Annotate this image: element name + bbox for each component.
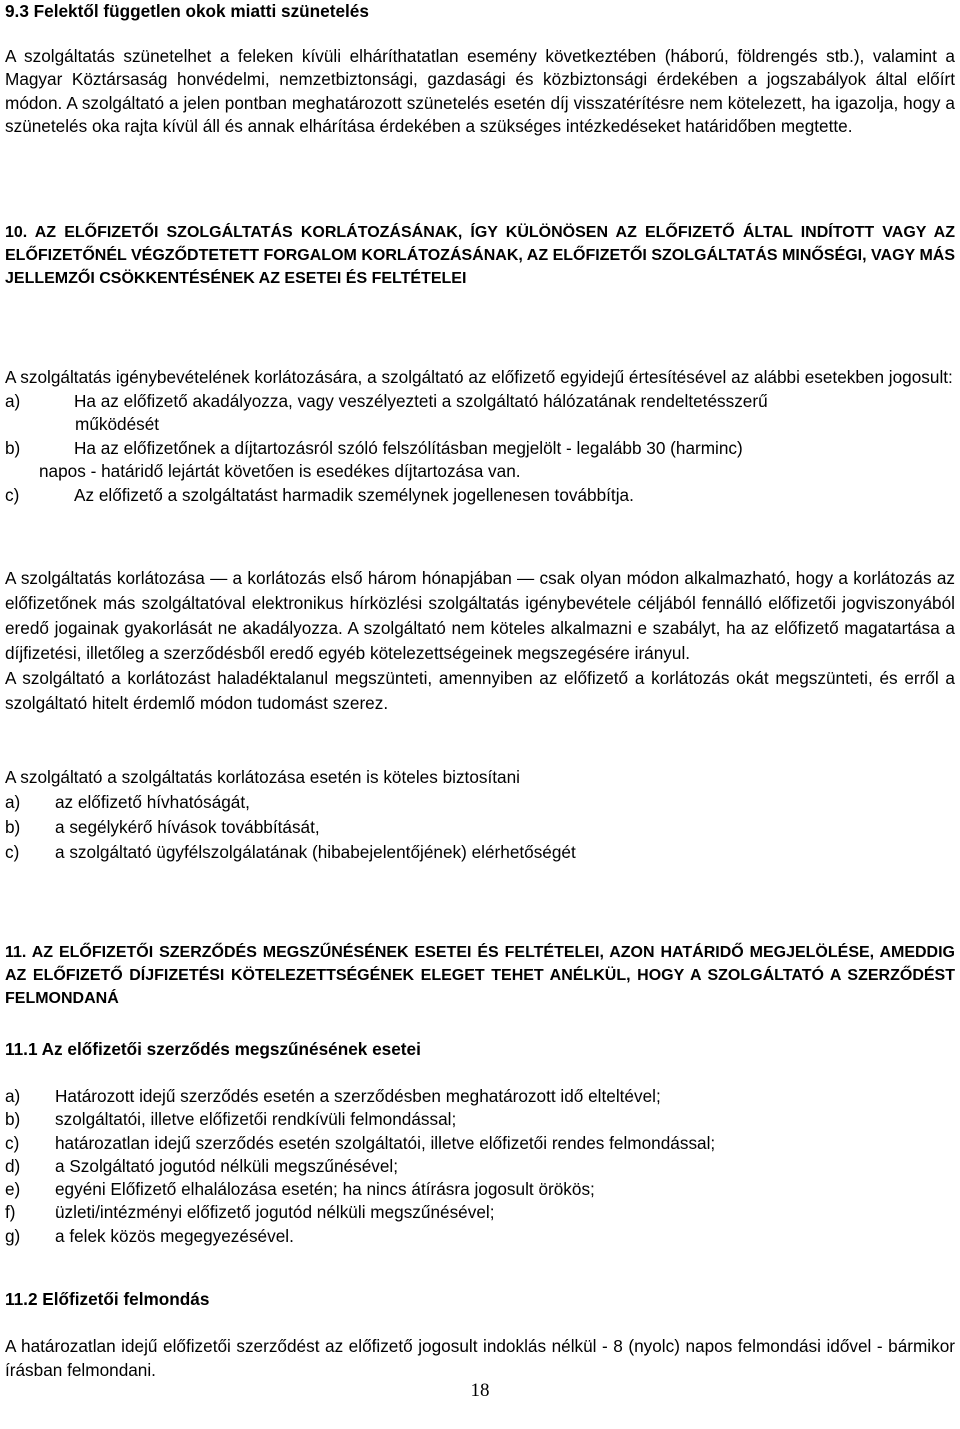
list-item [5,790,955,815]
page-number: 18 [470,1380,490,1401]
paragraph: A szolgáltatás korlátozása — a korlátozás első három hónapjában — csak olyan módon alkalmazható, hogy a korlátozás az előfizetőnek más szolgáltatóval elektronikus hírközlési szolgáltatás igénybevétele céljából fennálló előfizetői jogviszonyából eredő jogainak gyakorlását ne akadályozza. A szolgáltató nem köteles alkalmazni e szabályt, ha az előfizető magatartása a díjfizetési, illetőleg a szerződésből eredő egyéb kötelezettségeinek megszegésére irányul. [5,568,955,663]
list-text: a felek közös megegyezésével. [55,1225,294,1246]
section-heading: 10. AZ ELŐFIZETŐI SZOLGÁLTATÁS KORLÁTOZÁSÁNAK, ÍGY KÜLÖNÖSEN AZ ELŐFIZETŐ ÁLTAL INDÍTOTT VAGY AZ ELŐFIZETŐNÉL VÉGZŐDTETETT FORGALOM KORLÁTOZÁSÁNAK, AZ ELŐFIZETŐI SZOLGÁLTATÁS MINŐSÉGI, VAGY MÁS JELLEMZŐI CSÖKKENTÉSÉNEK AZ ESETEI ÉS FELTÉTELEI [5,224,955,287]
list-item [5,390,955,414]
section-9-3 [5,0,955,139]
list-text: Ha az előfizetőnek a díjtartozásról szóló felszólításban megjelölt - legalább 30 (harminc) [74,437,743,458]
list-label: c) [5,484,20,505]
list-label: b) [5,817,21,837]
list-item [5,1132,955,1155]
list-text: üzleti/intézményi előfizető jogutód nélküli megszűnésével; [55,1202,495,1223]
list-item [5,437,955,461]
list-item [5,484,955,508]
section-10-body [5,366,955,507]
list-continuation: napos - határidő lejártát követően is esedékes díjtartozása van. [39,461,521,481]
list-item [5,1225,955,1248]
list-label: a) [5,390,21,411]
list-text: az előfizető hívhatóságát, [55,792,250,812]
list-label: a) [5,1086,21,1106]
list-label: e) [5,1179,21,1200]
list-text: a szolgáltató ügyfélszolgálatának (hibabejelentőjének) elérhetőségét [55,842,576,862]
list-item [5,1085,955,1108]
paragraph: A szolgáltatás szünetelhet a feleken kívüli elháríthatatlan esemény következtében (háború, földrengés stb.), valamint a Magyar Köztársaság honvédelmi, nemzetbiztonsági, gazdasági és közbiztonsági érdekében a jogszabályok által előírt módon. A szolgáltató a jelen pontban meghatározott szünetelés esetén díj visszatérítésre nem kötelezett, ha igazolja, hogy a szünetelés oka rajta kívül áll és annak elhárítása érdekében a szükséges intézkedéseket határidőben megtette. [5,45,955,136]
list-item [5,815,955,840]
paragraph: A határozatlan idejű előfizetői szerződést az előfizető jogosult indoklás nélkül - 8 (nyolc) napos felmondási idővel - bármikor írásban felmondani. [5,1336,955,1380]
list-text: szolgáltatói, illetve előfizetői rendkívüli felmondással; [55,1109,457,1130]
list-item [5,840,955,865]
section-10-guarantees [5,765,955,865]
section-heading: 11. AZ ELŐFIZETŐI SZERZŐDÉS MEGSZŰNÉSÉNEK ESETEI ÉS FELTÉTELEI, AZON HATÁRIDŐ MEGJELÖLÉSE, AMEDDIG AZ ELŐFIZETŐ DÍJFIZETÉSI KÖTELEZETTSÉGÉNEK ELEGET TEHET ANÉLKÜL, HOGY A SZOLGÁLTATÓ A SZERZŐDÉST FELMONDANÁ [5,944,955,1007]
paragraph: A szolgáltató a korlátozást haladéktalanul megszünteti, amennyiben az előfizető a korlátozás okát megszünteti, és erről a szolgáltató hitelt érdemlő módon tudomást szerez. [5,668,955,713]
section-10-paragraphs [5,566,955,716]
list-item [5,1108,955,1131]
list-label: c) [5,1132,20,1153]
list-item [5,1201,955,1224]
list-item [5,1178,955,1201]
list-label: a) [5,792,21,812]
list-label: b) [5,437,21,458]
subsection-heading: 11.2 Előfizetői felmondás [5,1289,210,1309]
section-11 [5,941,955,1010]
list-continuation: működését [75,414,160,434]
section-10 [5,221,955,290]
list-text: egyéni Előfizető elhalálozása esetén; ha nincs átírásra jogosult örökös; [55,1179,595,1200]
section-11-2 [5,1288,955,1312]
list-text: a Szolgáltató jogutód nélküli megszűnésével; [55,1155,399,1176]
section-11-2-body [5,1335,955,1382]
list-label: b) [5,1109,21,1130]
list-text: határozatlan idejű szerződés esetén szolgáltatói, illetve előfizetői rendes felmondással; [55,1132,716,1153]
list-label: c) [5,842,20,862]
list-text: Ha az előfizető akadályozza, vagy veszélyezteti a szolgáltató hálózatának rendeltetésszerű [74,390,768,411]
list-text: Az előfizető a szolgáltatást harmadik személynek jogellenesen továbbítja. [74,484,634,505]
list-label: g) [5,1225,21,1246]
list-text: Határozott idejű szerződés esetén a szerződésben meghatározott idő elteltével; [55,1086,661,1106]
list-item [5,1155,955,1178]
list-label: d) [5,1155,21,1176]
section-11-1 [5,1038,955,1062]
list-text: a segélykérő hívások továbbítását, [55,817,320,837]
section-11-1-list [5,1085,955,1248]
section-heading: 9.3 Felektől független okok miatti szünetelés [5,1,369,21]
paragraph: A szolgáltatás igénybevételének korlátozására, a szolgáltató az előfizető egyidejű értesítésével az alábbi esetekben jogosult: [5,367,953,387]
subsection-heading: 11.1 Az előfizetői szerződés megszűnésének esetei [5,1039,421,1059]
paragraph: A szolgáltató a szolgáltatás korlátozása esetén is köteles biztosítani [5,767,520,787]
list-label: f) [5,1202,16,1223]
